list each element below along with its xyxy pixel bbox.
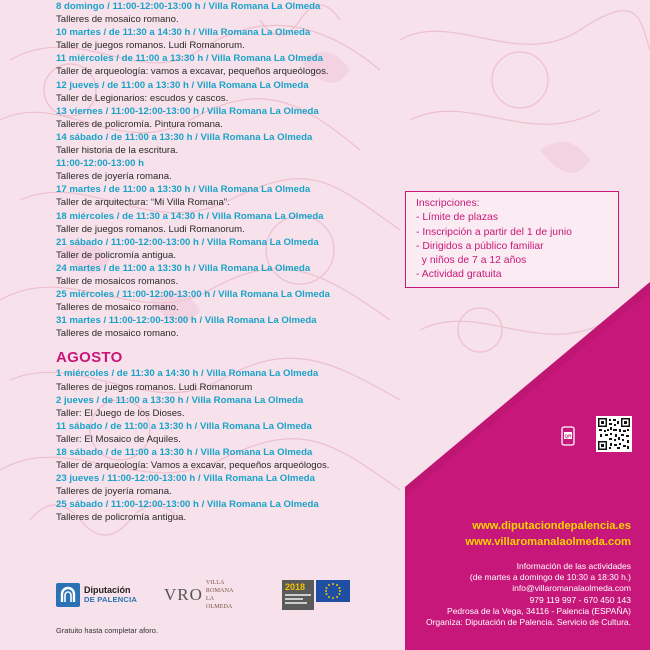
diputacion-logo-line2: DE PALENCIA xyxy=(84,595,138,604)
august-list xyxy=(56,367,396,524)
month-title-august: AGOSTO xyxy=(56,349,123,367)
diputacion-logo-line1: Diputación xyxy=(84,585,131,595)
eu-2018-badge: 2018 xyxy=(282,580,314,610)
eu-flag-icon xyxy=(316,580,350,602)
inscripciones-item: - Límite de plazas xyxy=(416,212,499,224)
entry-description: Talleres de policromía. Pintura romana. xyxy=(56,118,223,130)
entry-date-time: 1 miércoles / de 11:30 a 14:30 h / Villa Romana La Olmeda xyxy=(56,368,319,380)
schedule-entry xyxy=(56,236,396,262)
inscripciones-item: - Actividad gratuita xyxy=(416,269,502,281)
qr-code[interactable] xyxy=(596,416,632,452)
schedule-entry xyxy=(56,105,396,131)
entry-description: Talleres de mosaico romano. xyxy=(56,328,179,340)
schedule-entry xyxy=(56,79,396,105)
entry-description: Taller de Legionarios: escudos y cascos. xyxy=(56,92,229,104)
entry-description: Taller de arqueología: vamos a excavar, pequeños arqueólogos. xyxy=(56,66,329,78)
schedule-list xyxy=(56,0,396,525)
entry-description: Talleres de policromía antigua. xyxy=(56,512,187,524)
inscripciones-title: Inscripciones: xyxy=(416,198,480,209)
diputacion-palencia-logo xyxy=(56,582,148,608)
schedule-entry xyxy=(56,52,396,78)
entry-date-time: 21 sábado / 11:00-12:00-13:00 h / Villa Romana La Olmeda xyxy=(56,236,319,248)
entry-description: Talleres de joyería romana. xyxy=(56,171,172,183)
entry-description: Taller de arquitectura: “Mi Villa Romana”. xyxy=(56,197,230,209)
entry-description: Taller de mosaicos romanos. xyxy=(56,275,179,287)
schedule-entry xyxy=(56,26,396,52)
schedule-entry xyxy=(56,472,396,498)
info-organizer: Organiza: Diputación de Palencia. Servicio de Cultura. xyxy=(425,617,631,628)
entry-date-time: 10 martes / de 11:30 a 14:30 h / Villa Romana La Olmeda xyxy=(56,27,311,39)
info-email[interactable]: info@villaromanalaolmeda.com xyxy=(512,583,631,594)
entry-date-time: 14 sábado / de 11:00 a 13:30 h / Villa Romana La Olmeda xyxy=(56,131,313,143)
entry-date-time: 12 jueves / de 11:00 a 13:30 h / Villa Romana La Olmeda xyxy=(56,79,309,91)
schedule-entry xyxy=(56,157,396,183)
entry-description: Talleres de juegos romanos. Ludi Romanorum xyxy=(56,381,253,393)
entry-date-time: 18 sábado / de 11:00 a 13:30 h / Villa Romana La Olmeda xyxy=(56,447,313,458)
vro-line1: VILLA ROMANA xyxy=(205,579,234,594)
inscripciones-item: - Inscripción a partir del 1 de junio xyxy=(416,226,572,238)
vro-monogram: VRO xyxy=(164,585,203,604)
entry-date-time: 25 miércoles / 11:00-12:00-13:00 h / Villa Romana La Olmeda xyxy=(56,289,330,301)
entry-date-time: 2 jueves / de 11:00 a 13:30 h / Villa Romana La Olmeda xyxy=(56,394,304,406)
contact-info xyxy=(426,561,631,628)
info-phones: 979 119 997 - 670 450 143 xyxy=(529,594,631,605)
entry-description: Taller de arqueología: Vamos a excavar, pequeños arqueólogos. xyxy=(56,460,330,472)
entry-description: Taller de policromía antigua. xyxy=(56,249,176,261)
inscripciones-item: - Dirigidos a público familiar xyxy=(416,240,544,252)
schedule-entry xyxy=(56,367,396,393)
entry-description: Talleres de mosaico romano. xyxy=(56,14,179,26)
entry-date-time: 31 martes / 11:00-12:00-13:00 h / Villa Romana La Olmeda xyxy=(56,315,317,327)
inscripciones-item: y niños de 7 a 12 años xyxy=(416,255,527,267)
entry-date-time: 18 miércoles / de 11:30 a 14:30 h / Villa Romana La Olmeda xyxy=(56,210,324,222)
entry-description: Talleres de mosaico romano. xyxy=(56,302,179,314)
vro-line2: LA OLMEDA xyxy=(205,595,233,610)
schedule-entry xyxy=(56,183,396,209)
smartphone-icon xyxy=(561,426,575,446)
schedule-entry xyxy=(56,210,396,236)
entry-date-time: 23 jueves / 11:00-12:00-13:00 h / Villa Romana La Olmeda xyxy=(56,473,315,485)
entry-date-time: 17 martes / de 11:00 a 13:30 h / Villa Romana La Olmeda xyxy=(56,184,311,196)
schedule-entry xyxy=(56,314,396,340)
entry-date-time: 11 miércoles / de 11:00 a 13:30 h / Villa Romana La Olmeda xyxy=(56,53,323,65)
schedule-entry xyxy=(56,288,396,314)
schedule-entry xyxy=(56,0,396,26)
schedule-entry xyxy=(56,420,396,446)
website-links xyxy=(465,518,631,550)
schedule-entry xyxy=(56,498,396,524)
diputacion-arch-icon xyxy=(56,583,80,607)
entry-description: Taller historia de la escritura. xyxy=(56,145,179,157)
european-heritage-year-logo xyxy=(282,580,352,610)
villa-romana-logo xyxy=(164,579,234,610)
info-line: Información de las actividades xyxy=(516,561,631,571)
link-villaromana[interactable]: www.villaromanalaolmeda.com xyxy=(465,536,631,548)
smartphone-icon-label: QR xyxy=(564,433,572,439)
schedule-entry xyxy=(56,262,396,288)
entry-description: Taller de juegos romanos. Ludi Romanorum. xyxy=(56,40,245,52)
info-line: (de martes a domingo de 10:30 a 18:30 h.) xyxy=(469,572,631,583)
link-diputacion[interactable]: www.diputaciondepalencia.es xyxy=(472,520,631,532)
entry-date-time: 11 sábado / de 11:00 a 13:30 h / Villa Romana La Olmeda xyxy=(56,420,312,432)
entry-description: Taller: El Mosaico de Aquiles. xyxy=(56,433,181,445)
entry-date-time: 13 viernes / 11:00-12:00-13:00 h / Villa Romana La Olmeda xyxy=(56,105,319,117)
schedule-entry xyxy=(56,131,396,157)
info-address: Pedrosa de la Vega, 34116 - Palencia (ESPAÑA) xyxy=(447,605,631,616)
schedule-entry xyxy=(56,394,396,420)
inscripciones-box xyxy=(405,191,619,288)
entry-date-time: 11:00-12:00-13:00 h xyxy=(56,158,144,170)
entry-description: Taller de juegos romanos. Ludi Romanorum. xyxy=(56,223,245,235)
entry-date-time: 25 sábado / 11:00-12:00-13:00 h / Villa Romana La Olmeda xyxy=(56,499,319,511)
entry-description: Taller: El Juego de los Dioses. xyxy=(56,407,185,419)
entry-date-time: 24 martes / de 11:00 a 13:30 h / Villa Romana La Olmeda xyxy=(56,262,311,274)
entry-date-time: 8 domingo / 11:00-12:00-13:00 h / Villa Romana La Olmeda xyxy=(56,1,321,12)
footer-note: Gratuito hasta completar aforo. xyxy=(56,626,158,635)
july-list xyxy=(56,0,396,340)
entry-description: Talleres de joyería romana. xyxy=(56,486,172,498)
schedule-entry xyxy=(56,446,396,472)
